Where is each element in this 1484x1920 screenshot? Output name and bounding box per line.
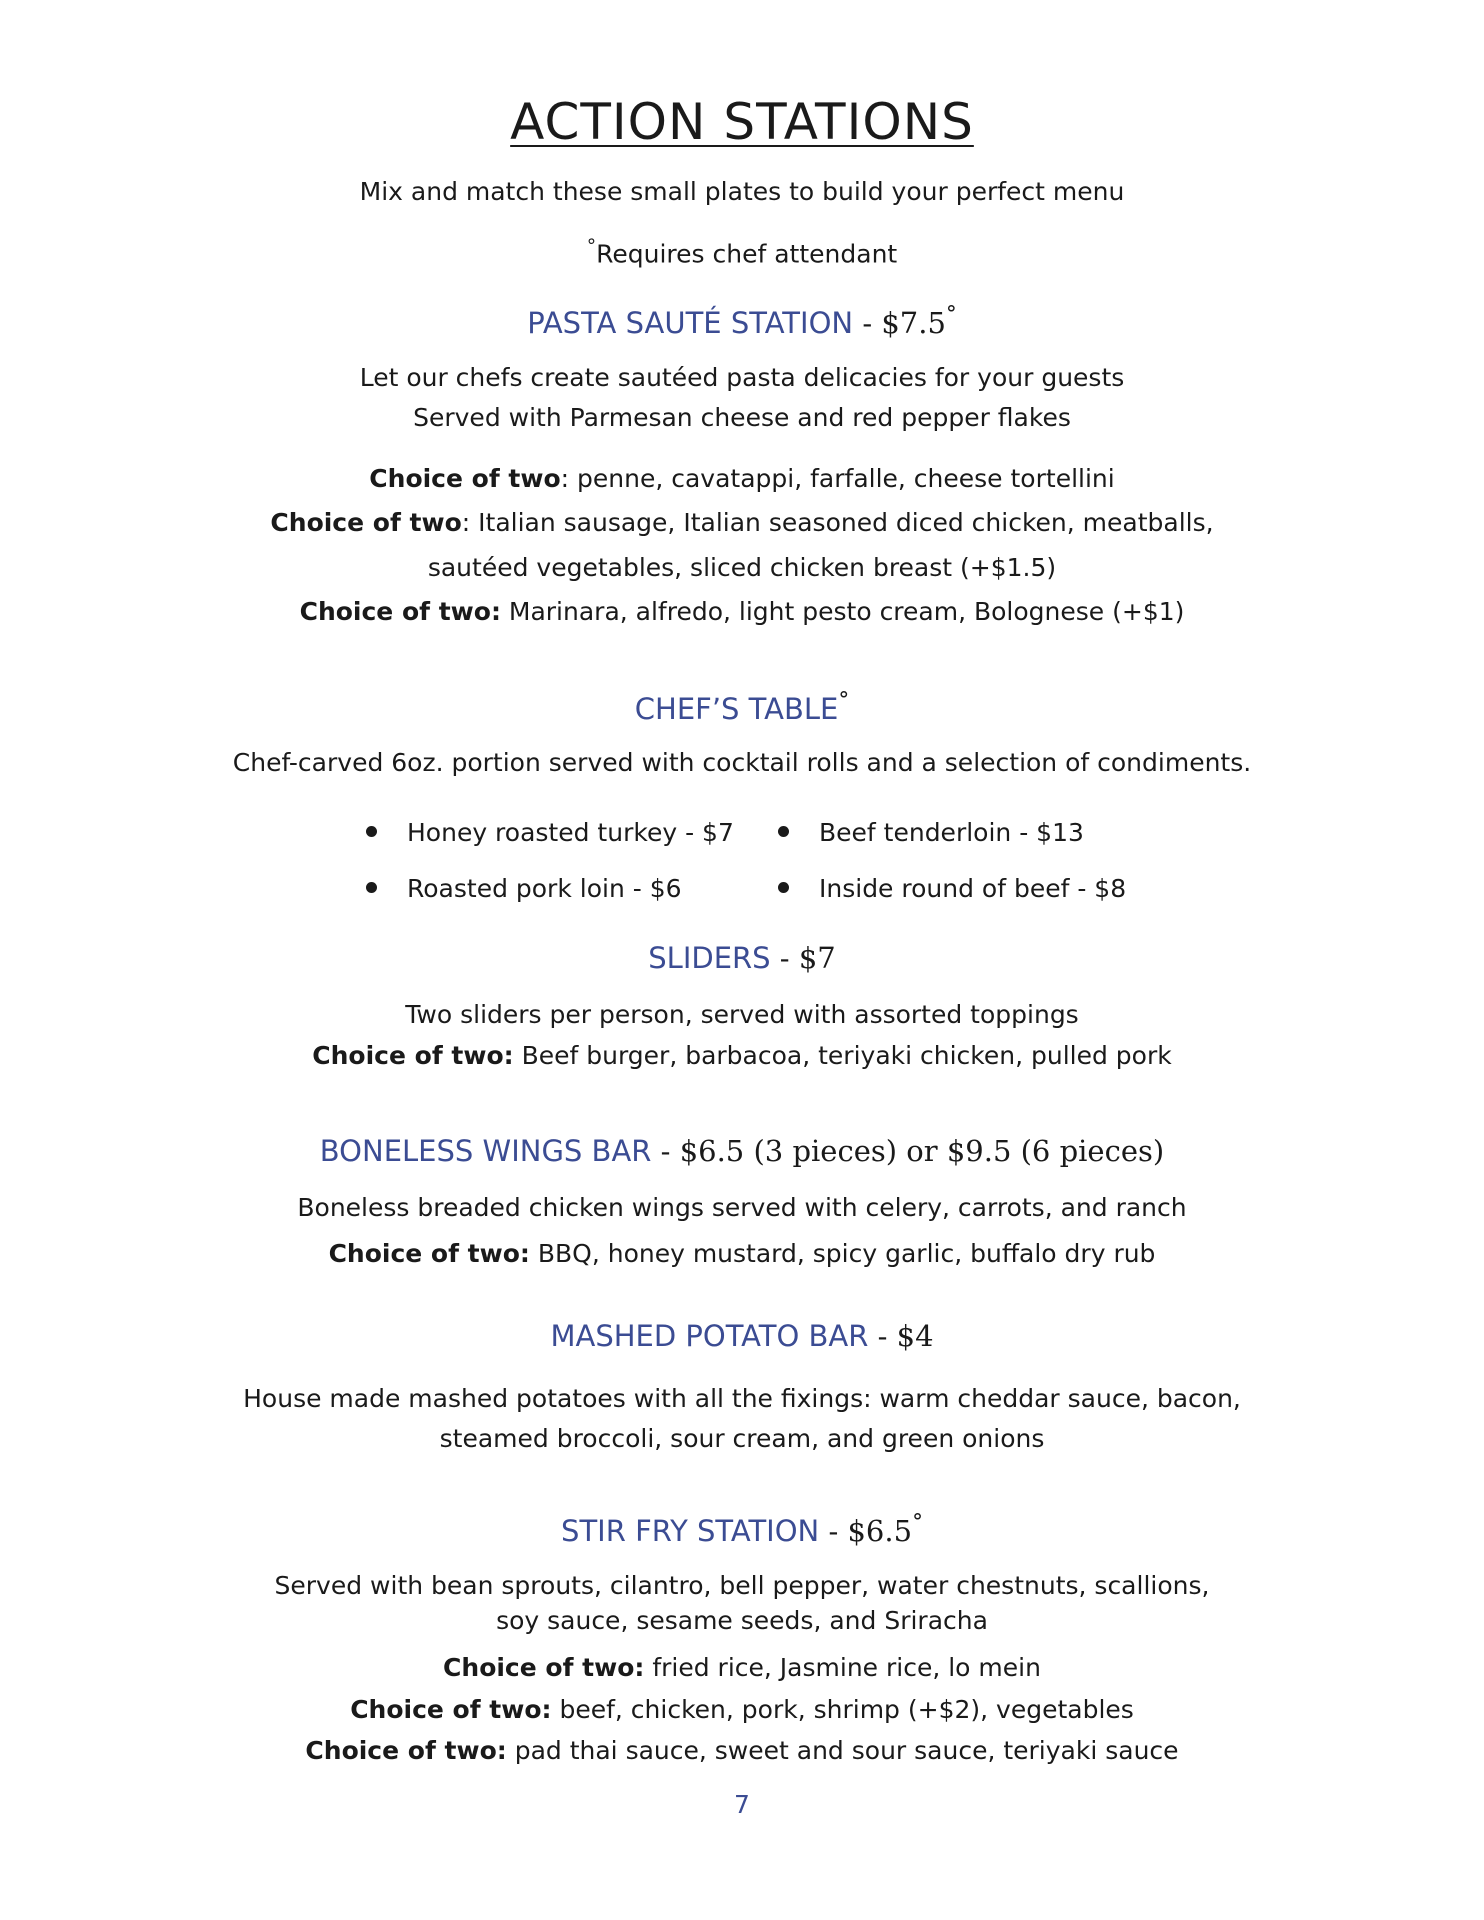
pasta-desc-1: Let our chefs create sautéed pasta delicacies for your guests [359,363,1125,392]
pasta-desc-2: Served with Parmesan cheese and red pepper flakes [413,403,1071,432]
pasta-choice-1: Choice of two: penne, cavatappi, farfalle, cheese tortellini [369,464,1115,493]
sliders-heading: SLIDERS - $7 [648,941,836,975]
stirfry-choice-3: Choice of two: pad thai sauce, sweet and sour sauce, teriyaki sauce [305,1736,1179,1765]
chefs-table-heading: CHEF’S TABLE° [634,688,850,726]
attendant-note: °Requires chef attendant [586,236,898,269]
pasta-heading: PASTA SAUTÉ STATION - $7.5° [527,302,957,340]
list-item: Honey roasted turkey - $7 [366,816,734,850]
page-title: ACTION STATIONS [510,93,974,151]
potato-desc-1: House made mashed potatoes with all the fixings: warm cheddar sauce, bacon, [243,1384,1241,1413]
pasta-choice-2: Choice of two: Italian sausage, Italian seasoned diced chicken, meatballs, [270,508,1214,537]
sliders-desc: Two sliders per person, served with assorted toppings [405,1000,1079,1029]
bullet-icon [366,826,377,837]
sliders-choice: Choice of two: Beef burger, barbacoa, teriyaki chicken, pulled pork [312,1041,1172,1070]
bullet-icon [366,882,377,893]
potato-heading: MASHED POTATO BAR - $4 [550,1319,934,1353]
page-number: 7 [734,1790,750,1819]
potato-desc-2: steamed broccoli, sour cream, and green onions [439,1424,1045,1453]
pasta-choice-3: Choice of two: Marinara, alfredo, light pesto cream, Bolognese (+$1) [299,597,1185,626]
wings-heading: BONELESS WINGS BAR - $6.5 (3 pieces) or $9.5 (6 pieces) [319,1134,1165,1168]
stirfry-choice-1: Choice of two: fried rice, Jasmine rice, lo mein [443,1653,1041,1682]
pasta-choice-2b: sautéed vegetables, sliced chicken breast (+$1.5) [427,553,1057,582]
intro-line: Mix and match these small plates to build your perfect menu [359,177,1125,206]
bullet-icon [778,826,789,837]
list-item: Roasted pork loin - $6 [366,872,682,906]
chefs-table-desc: Chef-carved 6oz. portion served with cocktail rolls and a selection of condiments. [232,748,1252,777]
stirfry-heading: STIR FRY STATION - $6.5° [561,1510,923,1548]
stirfry-choice-2: Choice of two: beef, chicken, pork, shrimp (+$2), vegetables [350,1695,1134,1724]
list-item: Beef tenderloin - $13 [778,816,1084,850]
wings-desc: Boneless breaded chicken wings served with celery, carrots, and ranch [297,1193,1187,1222]
stirfry-desc-2: soy sauce, sesame seeds, and Sriracha [496,1606,988,1635]
list-item: Inside round of beef - $8 [778,872,1126,906]
wings-choice: Choice of two: BBQ, honey mustard, spicy garlic, buffalo dry rub [328,1239,1156,1268]
bullet-icon [778,882,789,893]
stirfry-desc-1: Served with bean sprouts, cilantro, bell pepper, water chestnuts, scallions, [274,1571,1210,1600]
